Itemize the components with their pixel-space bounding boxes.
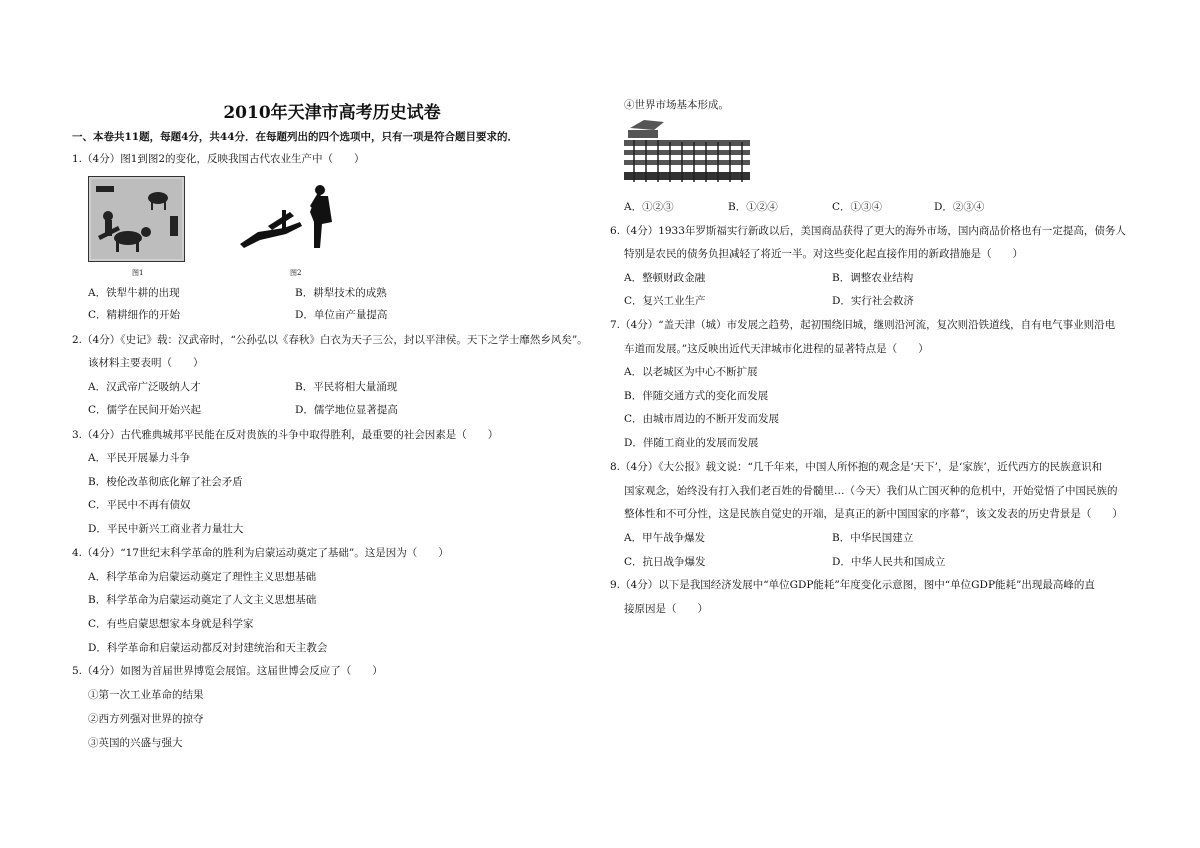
q7-stem-line2: 车道而发展。”这反映出近代天津城市化进程的显著特点是（ ） xyxy=(624,343,929,355)
q3-option-b[interactable]: B．梭伦改革彻底化解了社会矛盾 xyxy=(88,476,243,488)
q8-option-d[interactable]: D．中华人民共和国成立 xyxy=(832,556,946,568)
fig1-caption: 图1 xyxy=(132,269,144,277)
q5-item-3: ③英国的兴盛与强大 xyxy=(88,737,183,749)
q7-option-b[interactable]: B．伴随交通方式的变化而发展 xyxy=(624,390,769,402)
q4-option-c[interactable]: C．有些启蒙思想家本身就是科学家 xyxy=(88,618,254,630)
q4-option-d[interactable]: D．科学革命和启蒙运动都反对封建统治和天主教会 xyxy=(88,642,328,654)
q6-option-b[interactable]: B．调整农业结构 xyxy=(832,272,914,284)
q2-option-a[interactable]: A．汉武帝广泛吸纳人才 xyxy=(88,381,201,393)
q5-option-a[interactable]: A．①②③ xyxy=(624,201,674,213)
plow-figure-image xyxy=(238,182,346,252)
q5-item-1: ①第一次工业革命的结果 xyxy=(88,689,204,701)
q8-option-b[interactable]: B．中华民国建立 xyxy=(832,532,914,544)
q5-option-b[interactable]: B．①②④ xyxy=(728,201,778,213)
q3-option-a[interactable]: A．平民开展暴力斗争 xyxy=(88,452,191,464)
q8-option-a[interactable]: A．甲午战争爆发 xyxy=(624,532,706,544)
q2-stem-line2: 该材料主要表明（ ） xyxy=(88,357,204,369)
q1-option-b[interactable]: B．耕犁技术的成熟 xyxy=(295,287,387,299)
crystal-palace-image xyxy=(624,120,750,188)
q8-option-c[interactable]: C．抗日战争爆发 xyxy=(624,556,706,568)
q3-option-c[interactable]: C．平民中不再有债奴 xyxy=(88,499,191,511)
q7-option-a[interactable]: A．以老城区为中心不断扩展 xyxy=(624,366,758,378)
q2-option-d[interactable]: D．儒学地位显著提高 xyxy=(295,404,398,416)
fig2-caption: 图2 xyxy=(290,269,302,277)
q2-option-c[interactable]: C．儒学在民间开始兴起 xyxy=(88,404,202,416)
q7-option-c[interactable]: C．由城市周边的不断开发而发展 xyxy=(624,413,780,425)
q8-stem-line3: 整体性和不可分性，这是民族自觉史的开端，是真正的新中国国家的序幕”，该文发表的历史背景是（ ） xyxy=(624,508,1123,520)
q1-option-d[interactable]: D．单位亩产量提高 xyxy=(295,309,388,321)
q9-stem-line1: 9.（4分）以下是我国经济发展中“单位GDP能耗”年度变化示意图，图中“单位GDP能耗”出现最高峰的直 xyxy=(610,579,1095,591)
q6-option-a[interactable]: A．整顿财政金融 xyxy=(624,272,706,284)
q5-option-d[interactable]: D．②③④ xyxy=(934,201,985,213)
q4-stem: 4.（4分）“17世纪末科学革命的胜利为启蒙运动奠定了基础”。这是因为（ ） xyxy=(72,547,449,559)
q6-option-c[interactable]: C．复兴工业生产 xyxy=(624,295,706,307)
q8-stem-line2: 国家观念，始终没有打入我们老百姓的骨髓里…（今天）我们从亡国灭种的危机中，开始觉悟了中国民族的 xyxy=(624,485,1118,497)
q6-option-d[interactable]: D．实行社会救济 xyxy=(832,295,914,307)
q8-stem-line1: 8.（4分）《大公报》载文说：“几千年来，中国人所怀抱的观念是‘天下’，是‘家族’，近代西方的民族意识和 xyxy=(610,461,1103,473)
section-instructions: 一、本卷共11题，每题4分，共44分．在每题列出的四个选项中，只有一项是符合题目要求的． xyxy=(72,131,519,143)
q4-option-b[interactable]: B．科学革命为启蒙运动奠定了人文主义思想基础 xyxy=(88,594,317,606)
q3-stem: 3.（4分）古代雅典城邦平民能在反对贵族的斗争中取得胜利，最重要的社会因素是（ ） xyxy=(72,429,499,441)
q1-option-c[interactable]: C．精耕细作的开始 xyxy=(88,309,181,321)
q5-option-c[interactable]: C．①③④ xyxy=(832,201,883,213)
q7-stem-line1: 7.（4分）“盖天津（城）市发展之趋势，起初围绕旧城，继则沿河流，复次则沿铁道线，自有电气事业则沿电 xyxy=(610,319,1116,331)
q6-stem-line1: 6.（4分）1933年罗斯福实行新政以后，美国商品获得了更大的海外市场，国内商品价格也有一定提高，债务人 xyxy=(610,225,1126,237)
q5-item-4: ④世界市场基本形成。 xyxy=(624,99,729,111)
q9-stem-line2: 接原因是（ ） xyxy=(624,603,708,615)
q7-option-d[interactable]: D．伴随工商业的发展而发展 xyxy=(624,437,759,449)
q4-option-a[interactable]: A．科学革命为启蒙运动奠定了理性主义思想基础 xyxy=(88,571,317,583)
q1-stem: 1.（4分）图1到图2的变化，反映我国古代农业生产中（ ） xyxy=(72,153,365,165)
q2-option-b[interactable]: B．平民将相大量涌现 xyxy=(295,381,398,393)
q3-option-d[interactable]: D．平民中新兴工商业者力量壮大 xyxy=(88,523,244,535)
q1-option-a[interactable]: A．铁犁牛耕的出现 xyxy=(88,287,180,299)
q5-stem: 5.（4分）如图为首届世界博览会展馆。这届世博会反应了（ ） xyxy=(72,665,383,677)
q2-stem-line1: 2.（4分）《史记》载：汉武帝时，“公孙弘以《春秋》白衣为天子三公，封以平津侯。天下之学士靡然乡风矣”。 xyxy=(72,334,588,346)
q5-item-2: ②西方列强对世界的掠夺 xyxy=(88,713,204,725)
plowing-rubbing-image xyxy=(88,176,185,262)
q6-stem-line2: 特别是农民的债务负担减轻了将近一半。对这些变化起直接作用的新政措施是（ ） xyxy=(624,248,1023,260)
page-title: 2010年天津市高考历史试卷 xyxy=(223,103,441,123)
